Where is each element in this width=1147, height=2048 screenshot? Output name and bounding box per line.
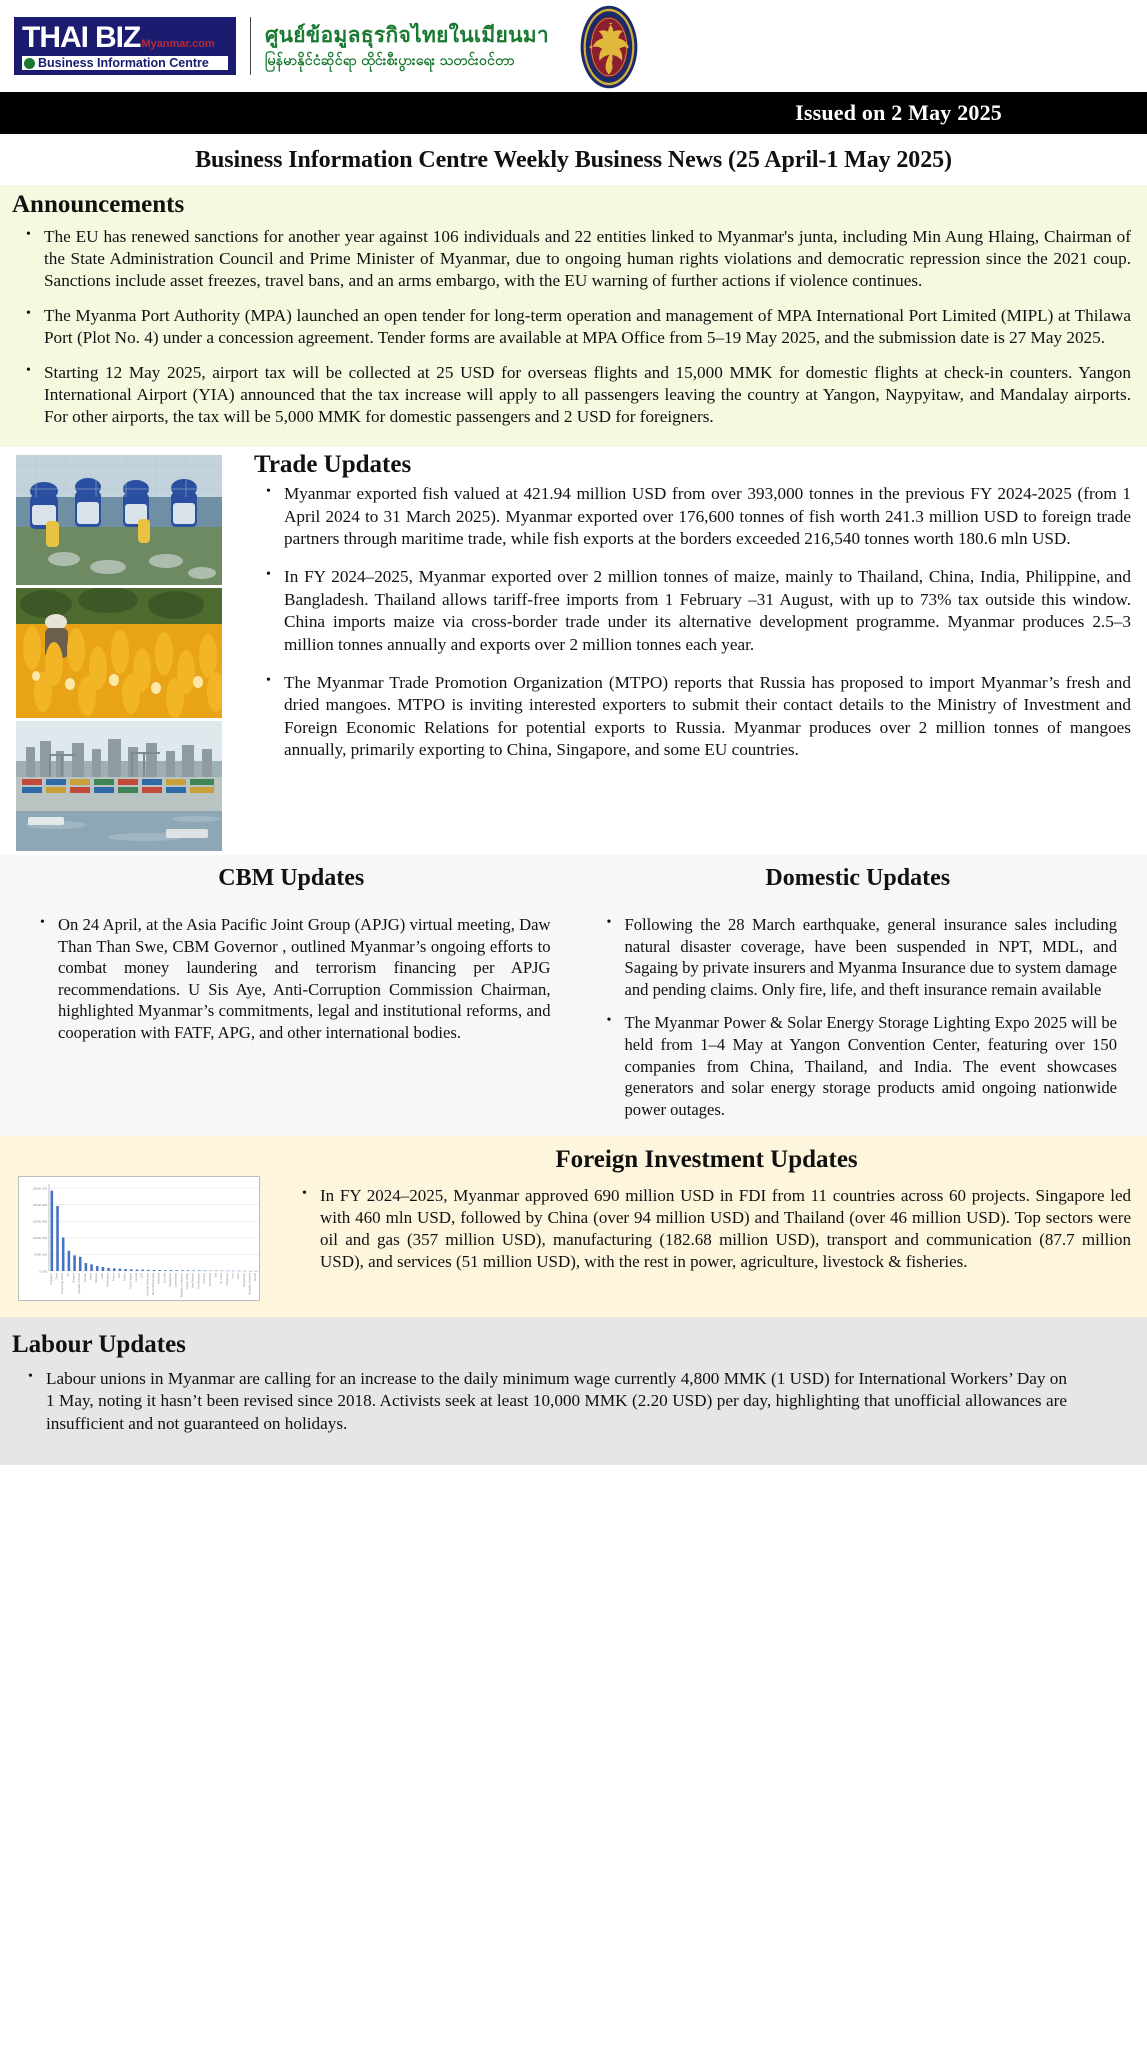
logo-thai-text: THAI [22, 20, 88, 54]
chart-bar [113, 1269, 116, 1272]
chart-bar [192, 1271, 195, 1272]
svg-text:Switzerland: Switzerland [208, 1273, 212, 1287]
green-dot-icon [24, 58, 35, 69]
svg-text:0.000: 0.000 [39, 1269, 47, 1274]
announcements-list [10, 226, 1137, 429]
svg-text:France: France [112, 1273, 116, 1282]
list-item: • In FY 2024–2025, Myanmar approved 690 million USD in FDI from 11 countries across 60 projects. Singapore led with 460 mln USD, followed by China (over 94 million USD) and Thailand (over 46 million USD). Top sectors were oil and gas (357 million USD), manufacturing (182.68 million USD), transport and communication (87.7 million USD), and services (51 million USD), with the rest in power, agriculture, livestock & fisheries. [316, 1185, 1131, 1273]
maize-harvest-photo [16, 588, 222, 718]
thaibiz-logo[interactable] [14, 17, 549, 76]
chart-bar [158, 1270, 161, 1271]
labour-updates-section [0, 1317, 1147, 1465]
fdi-chart-column [10, 1146, 260, 1301]
list-item: • The Myanmar Trade Promotion Organization (MTPO) reports that Russia has proposed to import Myanmar’s fresh and dried mangoes. MTPO is inviting interested exporters to submit their contact details to the Ministry of Investment and Foreign Economic Relations for potential exports to Russia. Myanmar produces over 2 million tonnes of mangoes annually, primarily exporting to China, Singapore, and some EU countries. [280, 672, 1131, 761]
fdi-text-column [260, 1146, 1137, 1273]
list-item: • The Myanmar Power & Solar Energy Storage Lighting Expo 2025 will be held from 1–4 May at Yangon Convention Center, featuring over 150 companies from China, Thailand, and India. The event showcases generators and solar energy storage products amid ongoing nationwide power outages. [621, 1012, 1118, 1120]
svg-text:Singapore: Singapore [49, 1273, 53, 1286]
chart-bar [198, 1271, 201, 1272]
fish-processing-workers-photo [16, 455, 222, 585]
svg-text:25000.000: 25000.000 [32, 1186, 47, 1191]
svg-text:India: India [100, 1273, 104, 1279]
svg-text:Philippines: Philippines [225, 1273, 229, 1286]
chart-bar [107, 1268, 110, 1271]
labour-updates-list [10, 1368, 1137, 1435]
chart-bar [90, 1265, 93, 1272]
trade-text-column [222, 449, 1137, 778]
svg-text:5000.000: 5000.000 [34, 1252, 47, 1257]
logo-myanmar-script: မြန်မာနိုင်ငံဆိုင်ရာ ထိုင်းစီးပွားရေး သတင်းဝင်တာ [265, 52, 515, 69]
chart-bar [124, 1269, 127, 1271]
svg-text:Brunei Darussalam: Brunei Darussalam [152, 1273, 155, 1296]
logo-divider [250, 17, 251, 75]
svg-text:Qatar: Qatar [237, 1273, 241, 1280]
svg-text:UAE: UAE [140, 1273, 144, 1279]
list-item: • Labour unions in Myanmar are calling for an increase to the daily minimum wage currently 4,800 MMK (1 USD) for International Workers’ Day on 1 May, noting it hasn’t been revised since 2018. Activists seek at least 10,000 MMK (2.20 USD) per day, highlighting that unofficial allowances are insufficient and not guaranteed on holidays. [42, 1368, 1067, 1435]
svg-text:Canada: Canada [134, 1273, 138, 1283]
announcements-section [0, 185, 1147, 447]
svg-text:Indonesia: Indonesia [157, 1273, 161, 1285]
chart-bar [170, 1270, 173, 1271]
announcements-heading: Announcements [12, 191, 185, 218]
chart-bar [85, 1263, 88, 1271]
chart-bar [136, 1270, 139, 1271]
svg-text:Republic of Mauritius: Republic of Mauritius [180, 1273, 184, 1298]
svg-text:UK: UK [66, 1273, 70, 1277]
list-item: • Starting 12 May 2025, airport tax will be collected at 25 USD for overseas flights and 15,000 MMK for domestic flights at check-in counters. Yangon International Airport (YIA) announced that the tax increase will apply to all passengers leaving the country at Yangon, Naypyitaw, and Mandalay airports. For other airports, the tax will be 5,000 MMK for domestic passengers and 2 USD for foreigners. [40, 362, 1131, 429]
svg-text:Vietnam: Vietnam [83, 1273, 87, 1283]
svg-text:Sri Lanka: Sri Lanka [220, 1273, 224, 1285]
cbm-domestic-section [0, 855, 1147, 1137]
svg-text:Republic of Liberia: Republic of Liberia [248, 1273, 252, 1295]
cbm-updates-list [24, 914, 557, 1043]
svg-text:Japan: Japan [89, 1273, 93, 1281]
thaibiz-logo-box [14, 17, 236, 76]
svg-text:Russian Federation: Russian Federation [146, 1273, 150, 1296]
svg-text:China: China [55, 1273, 59, 1281]
list-item: • Following the 28 March earthquake, general insurance sales including natural disaster coverage, have been suspended in NPT, MDL, and Sagaing by private insurers and Myanma Insurance due to system damage and pending claims. Only fire, life, and theft insurance remain available [621, 914, 1118, 1000]
svg-text:20000.000: 20000.000 [32, 1203, 47, 1208]
chart-bar [147, 1270, 150, 1271]
svg-text:Netherlands: Netherlands [106, 1273, 110, 1288]
svg-text:Austria: Austria [254, 1273, 258, 1282]
svg-text:Samoa: Samoa [123, 1273, 127, 1282]
domestic-updates-list [591, 914, 1124, 1120]
chart-bar [51, 1191, 54, 1271]
page-title: Business Information Centre Weekly Business News (25 April-1 May 2025) [0, 134, 1147, 185]
port-container-terminal-photo [16, 721, 222, 851]
fdi-bar-chart [18, 1176, 260, 1301]
chart-bar [130, 1270, 133, 1272]
chart-bar [204, 1271, 207, 1272]
chart-bar [102, 1267, 105, 1271]
domestic-updates-heading: Domestic Updates [765, 864, 951, 891]
list-item: • On 24 April, at the Asia Pacific Joint Group (APJG) virtual meeting, Daw Than Than Swe, CBM Governor , outlined Myanmar’s ongoing efforts to combat money laundering and terrorism financing per APJG recommendations. U Sis Aye, Anti-Corruption Commission Chairman, highlighted Myanmar’s commitments, legal and institutional reforms, and cooperation with FATF, APG, and other international bodies. [54, 914, 551, 1043]
list-item: • The EU has renewed sanctions for another year against 106 individuals and 22 entities linked to Myanmar's junta, including Min Aung Hlaing, Chairman of the State Administration Council and Prime Minister of Myanmar, due to ongoing human rights violations and democratic repression since the 2021 coup. Sanctions include asset freezes, travel bans, and an arms embargo, with the EU warning of further actions if violence continues. [40, 226, 1131, 293]
cbm-updates-heading: CBM Updates [218, 864, 365, 891]
svg-text:Laos: Laos [231, 1273, 235, 1279]
fdi-updates-list [274, 1185, 1137, 1273]
labour-updates-heading: Labour Updates [12, 1331, 186, 1359]
svg-text:Bangladesh: Bangladesh [242, 1273, 246, 1287]
chart-bar [153, 1270, 156, 1271]
svg-text:Luxembourg: Luxembourg [174, 1273, 178, 1288]
svg-text:USA: USA [117, 1273, 121, 1279]
chart-bar [62, 1238, 65, 1272]
chart-bar [68, 1251, 71, 1271]
thaibiz-wordmark [22, 20, 215, 54]
svg-text:Republic of Korea: Republic of Korea [78, 1273, 82, 1294]
list-item: • Myanmar exported fish valued at 421.94 million USD from over 393,000 tonnes in the previous FY 2024-2025 (from 1 April 2024 to 31 March 2025). Myanmar exported over 176,600 tonnes of fish worth 241.3 million USD to foreign trade partners through maritime trade, while fish exports at the borders exceeded 216,540 tonnes worth 180.6 mln USD. [280, 483, 1131, 550]
issued-date-text: Issued on 2 May 2025 [795, 100, 1002, 125]
domestic-updates-column [585, 865, 1138, 1121]
fdi-chart-canvas [23, 1182, 263, 1305]
chart-bar [56, 1206, 59, 1271]
svg-text:Australia: Australia [163, 1273, 167, 1284]
chart-bar [187, 1271, 190, 1272]
issued-date-bar [0, 92, 1147, 134]
svg-text:The Bahamas: The Bahamas [197, 1273, 201, 1290]
chart-bar [181, 1271, 184, 1272]
chart-bar [164, 1270, 167, 1271]
foreign-investment-section [0, 1136, 1147, 1317]
royal-thai-embassy-seal-icon [566, 4, 652, 90]
svg-text:Taiwan (SAR): Taiwan (SAR) [186, 1273, 190, 1290]
list-item: • The Myanma Port Authority (MPA) launched an open tender for long-term operation and management of MPA International Port Limited (MIPL) at Thilawa Port (Plot No. 4) under a concession agreement. Tender forms are available at MPA Office from 5–19 May 2025, and the submission date is 27 May 2025. [40, 305, 1131, 350]
svg-text:15000.000: 15000.000 [32, 1219, 47, 1224]
trade-updates-list [250, 483, 1137, 761]
trade-updates-heading: Trade Updates [254, 450, 412, 478]
chart-bar [119, 1269, 122, 1271]
list-item: • In FY 2024–2025, Myanmar exported over 2 million tonnes of maize, mainly to Thailand, China, India, Philippine, and Bangladesh. Thailand allows tariff-free imports from 1 February –31 August, with up to 73% tax outside this window. China imports maize via cross-border trade under its alternative development programme. Myanmar produces 2.5–3 million tonnes annually and exports over 2 million tonnes each year. [280, 566, 1131, 655]
svg-text:Germany: Germany [203, 1273, 207, 1284]
logo-myanmar-com-text: Myanmar.com [141, 37, 215, 50]
svg-text:Italy: Italy [214, 1273, 218, 1279]
chart-bar [73, 1256, 76, 1272]
chart-bar [141, 1270, 144, 1271]
logo-script-block [265, 23, 549, 69]
chart-bar [79, 1257, 82, 1271]
svg-text:Bangladesh: Bangladesh [169, 1273, 173, 1287]
foreign-investment-heading: Foreign Investment Updates [555, 1146, 858, 1174]
svg-text:Hong Kong (SAR): Hong Kong (SAR) [61, 1273, 65, 1295]
svg-text:Malaysia: Malaysia [95, 1273, 99, 1284]
cbm-updates-column [10, 865, 563, 1121]
chart-bar [96, 1266, 99, 1271]
trade-updates-section [0, 447, 1147, 855]
svg-text:10000.000: 10000.000 [32, 1236, 47, 1241]
logo-bic-strip [22, 56, 228, 71]
svg-text:New Zealand: New Zealand [191, 1273, 195, 1289]
svg-text:Thailand: Thailand [72, 1273, 76, 1284]
logo-biz-text: BIZ [95, 20, 141, 54]
trade-photo-column [10, 449, 222, 851]
svg-text:China (Taipei): China (Taipei) [129, 1273, 133, 1290]
chart-bar [175, 1270, 178, 1271]
logo-bic-text: Business Information Centre [38, 55, 209, 70]
logo-thai-script: ศูนย์ข้อมูลธุรกิจไทยในเมียนมา [265, 23, 550, 47]
masthead [0, 0, 1147, 92]
